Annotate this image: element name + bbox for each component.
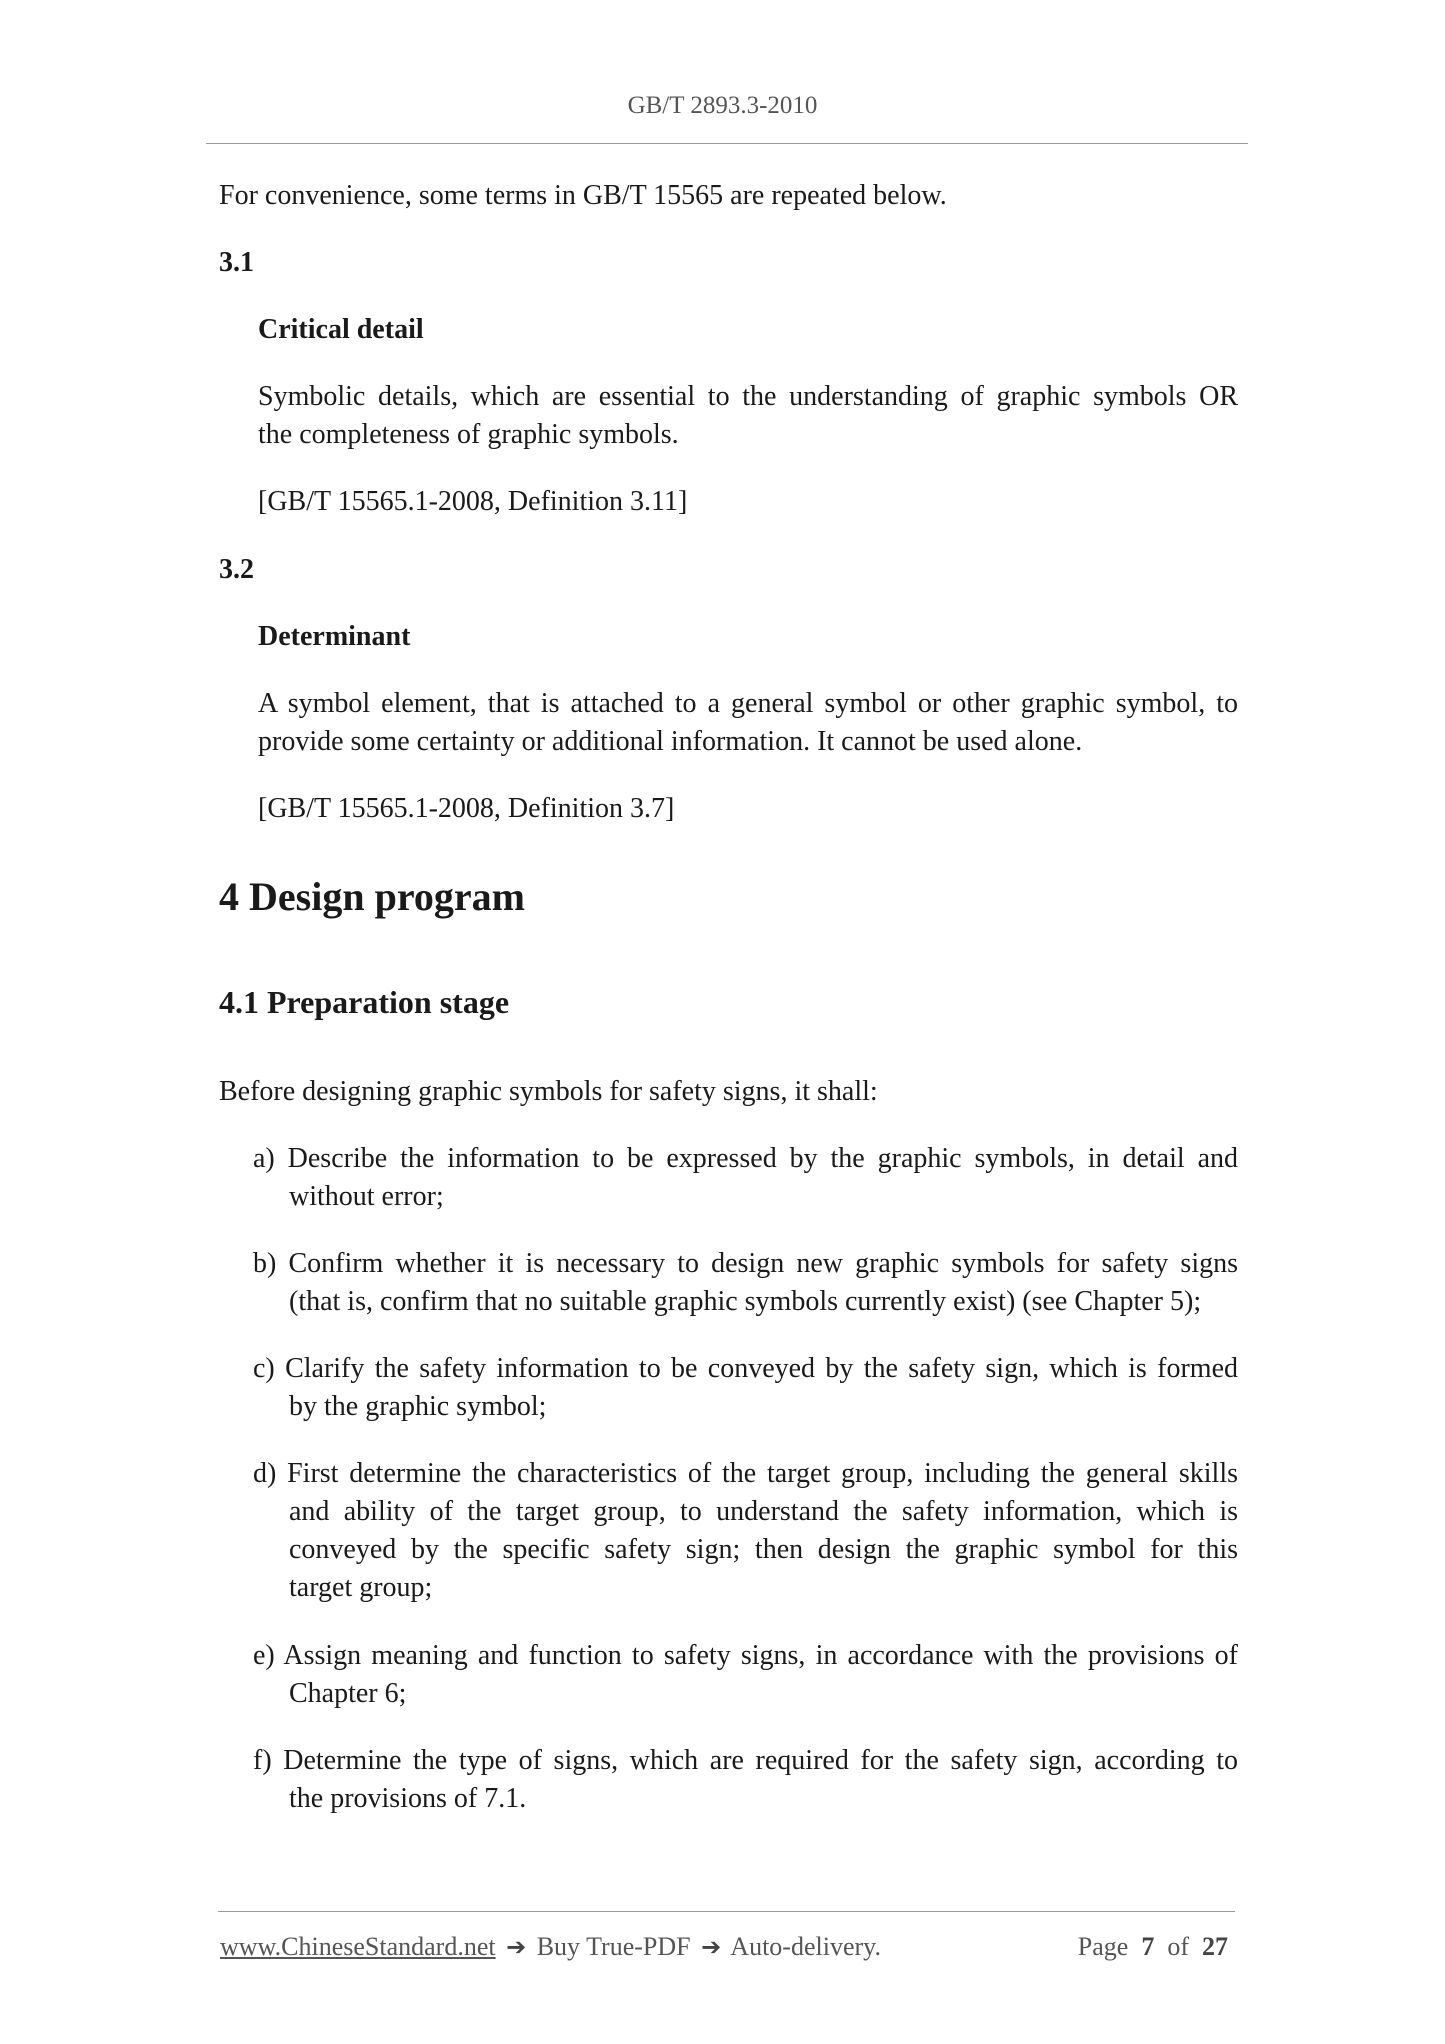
footer-step-delivery: Auto-delivery. (730, 1932, 881, 1961)
list-item-line: e) Assign meaning and function to safety signs, in accordance with the provisions of (253, 1640, 1238, 1671)
term-reference: [GB/T 15565.1-2008, Definition 3.11] (258, 486, 688, 517)
term-number-3-1: 3.1 (219, 247, 254, 278)
list-item-line: a) Describe the information to be expressed by the graphic symbols, in detail and (253, 1143, 1238, 1174)
term-definition-line: provide some certainty or additional information. It cannot be used alone. (258, 726, 1083, 757)
page-of: of (1167, 1932, 1189, 1961)
list-item-line: conveyed by the specific safety sign; then design the graphic symbol for this (289, 1534, 1238, 1565)
list-item-b (253, 1245, 1238, 1321)
list-item-line: Chapter 6; (289, 1678, 407, 1709)
page-indicator (1078, 1932, 1228, 1962)
page-total: 27 (1202, 1932, 1228, 1961)
term-title-critical-detail: Critical detail (258, 314, 424, 345)
list-item-line: b) Confirm whether it is necessary to design new graphic symbols for safety signs (253, 1248, 1238, 1279)
list-item-line: by the graphic symbol; (289, 1391, 547, 1422)
list-item-line: the provisions of 7.1. (289, 1783, 527, 1814)
intro-paragraph: For convenience, some terms in GB/T 15565 are repeated below. (219, 180, 947, 211)
footer-promo (220, 1932, 881, 1962)
term-definition-line: the completeness of graphic symbols. (258, 419, 679, 450)
subsection-heading: 4.1 Preparation stage (219, 984, 510, 1020)
list-item-line: (that is, confirm that no suitable graphic symbols currently exist) (see Chapter 5); (289, 1286, 1202, 1317)
list-item-c (253, 1350, 1238, 1426)
page-current: 7 (1141, 1932, 1155, 1961)
document-code-header: GB/T 2893.3-2010 (627, 92, 818, 119)
page-label: Page (1077, 1932, 1129, 1961)
site-link[interactable]: www.ChineseStandard.net (220, 1932, 496, 1961)
list-item-line: f) Determine the type of signs, which are required for the safety sign, according to (253, 1745, 1238, 1776)
term-number-3-2: 3.2 (219, 554, 254, 585)
term-reference: [GB/T 15565.1-2008, Definition 3.7] (258, 793, 675, 824)
list-item-line: without error; (289, 1181, 444, 1212)
list-item-line: d) First determine the characteristics of the target group, including the general skills (253, 1458, 1238, 1489)
list-item-line: target group; (289, 1572, 433, 1603)
header-divider (206, 143, 1248, 144)
list-item-d (253, 1455, 1238, 1607)
right-arrow-icon: ➔ (701, 1933, 722, 1961)
list-item-e (253, 1637, 1238, 1713)
section-heading: 4 Design program (219, 874, 525, 919)
right-arrow-icon: ➔ (506, 1933, 527, 1961)
list-item-a (253, 1140, 1238, 1216)
list-item-line: and ability of the target group, to understand the safety information, which is (289, 1496, 1238, 1527)
section-lead-paragraph: Before designing graphic symbols for safety signs, it shall: (219, 1076, 878, 1107)
term-title-determinant: Determinant (258, 621, 411, 652)
list-item-f (253, 1742, 1238, 1818)
term-definition-line: A symbol element, that is attached to a general symbol or other graphic symbol, to (258, 688, 1238, 719)
footer-divider (218, 1911, 1235, 1912)
list-item-line: c) Clarify the safety information to be conveyed by the safety sign, which is formed (253, 1353, 1238, 1384)
term-definition-line: Symbolic details, which are essential to the understanding of graphic symbols OR (258, 381, 1238, 412)
footer-step-buy: Buy True-PDF (536, 1932, 691, 1961)
